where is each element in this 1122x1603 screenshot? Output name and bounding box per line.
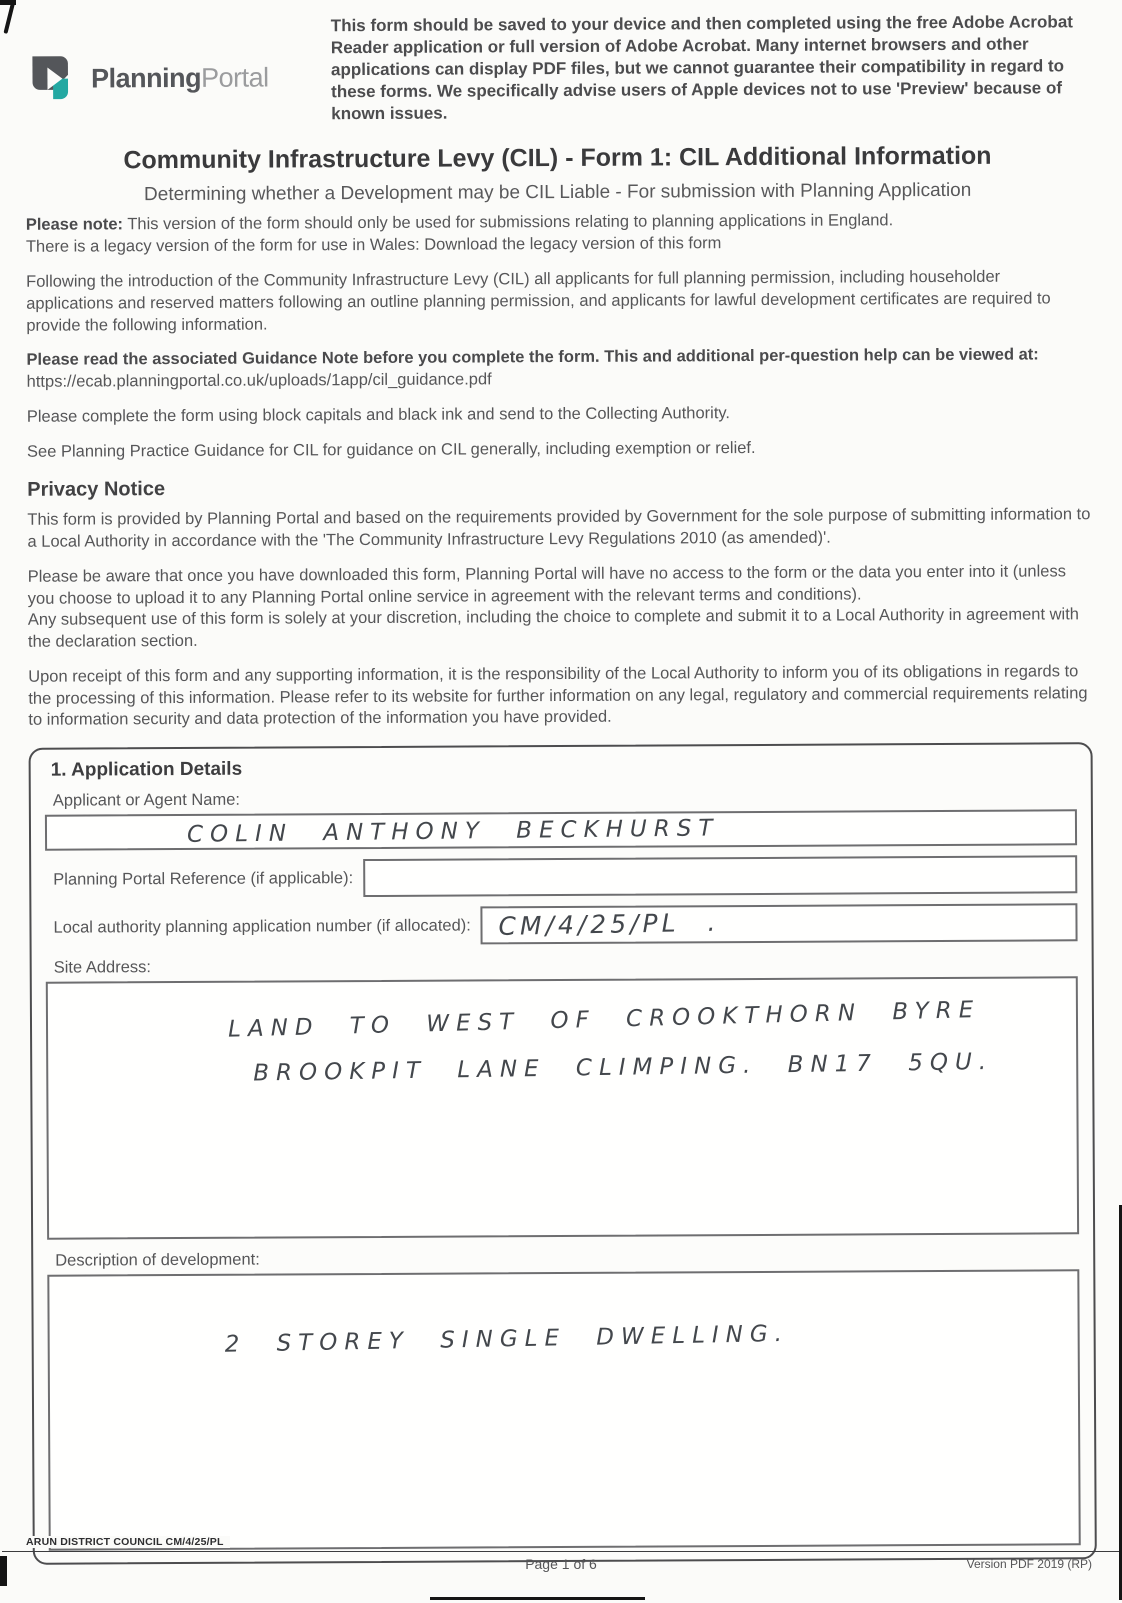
planning-portal-logo bbox=[25, 11, 325, 107]
lpa-number-handwritten-value: CM/4/25/PL . bbox=[498, 907, 721, 942]
ppg-pre-text: See bbox=[26, 442, 62, 461]
lpa-number-field[interactable] bbox=[481, 904, 1078, 945]
ppg-paragraph bbox=[27, 436, 1091, 463]
wales-text: There is a legacy version of the form for use in Wales: bbox=[25, 235, 425, 257]
wales-legacy-link[interactable]: Download the legacy version of this form bbox=[424, 234, 722, 254]
development-description-label: Description of development: bbox=[55, 1250, 260, 1270]
guidance-note-text: Please read the associated Guidance Note before you complete the form. This and additional per-question help can be viewed at: bbox=[26, 345, 1039, 370]
privacy-paragraph-3: Upon receipt of this form and any supporting information, it is the responsibility of the Local Authority to inform you of its obligations in regards to the processing of this information. Please refer to its website for further information on any legal, regulatory and commercial requirements relating to information security and data protection of the information you have provided. bbox=[28, 662, 1088, 730]
scan-artifact-bottom-left bbox=[0, 1556, 7, 1586]
privacy-notice-heading: Privacy Notice bbox=[27, 478, 166, 502]
ppg-guidance-link[interactable]: Planning Practice Guidance for CIL bbox=[60, 440, 319, 461]
applicant-name-field[interactable] bbox=[45, 810, 1077, 851]
page-number: Page 1 of 6 bbox=[525, 1556, 597, 1572]
privacy-paragraph-2 bbox=[28, 561, 1092, 654]
applicant-name-label: Applicant or Agent Name: bbox=[52, 790, 240, 810]
lpa-number-row bbox=[45, 904, 1077, 947]
page-footer bbox=[0, 1536, 1122, 1580]
footer-divider bbox=[2, 1551, 1120, 1552]
privacy-paragraph-1: This form is provided by Planning Portal and based on the requirements provided by Government for the sole purpose of submitting information to a Local Authority in accordance with the 'The Community Infrastructure Levy Regulations 2010 (as amended)'. bbox=[27, 505, 1091, 551]
brand-name-light: Portal bbox=[200, 62, 269, 93]
form-version: Version PDF 2019 (RP) bbox=[966, 1557, 1092, 1571]
portal-reference-field[interactable] bbox=[363, 856, 1077, 898]
footer-row bbox=[0, 1556, 1122, 1580]
portal-reference-label: Planning Portal Reference (if applicable): bbox=[53, 868, 354, 889]
planning-portal-logo-icon bbox=[25, 51, 81, 107]
following-introduction-paragraph: Following the introduction of the Community Infrastructure Levy (CIL) all applicants for full planning permission, including householder applications and reserved matters following an outline planning permission, and applicants for lawful development certificates are required to provide the following information. bbox=[26, 267, 1051, 335]
form-subtitle: Determining whether a Development may be CIL Liable - For submission with Planning Application bbox=[143, 180, 972, 206]
council-reference-stamp: ARUN DISTRICT COUNCIL CM/4/25/PL bbox=[26, 1536, 230, 1548]
guidance-url-link[interactable]: https://ecab.planningportal.co.uk/uploads/1app/cil_guidance.pdf bbox=[26, 370, 492, 391]
applicant-name-handwritten-value: COLIN ANTHONY BECKHURST bbox=[186, 815, 720, 849]
please-note-paragraph bbox=[26, 210, 1090, 259]
privacy-paragraph-2a: Please be aware that once you have downloaded this form, Planning Portal will have no access to the form or the data you enter into it (unless you choose to upload it to any Planning Portal online service in agreement with the relevant terms and conditions). bbox=[27, 562, 1066, 608]
site-address-handwritten-line2: BROOKPIT LANE CLIMPING. BN17 5QU. bbox=[253, 1049, 994, 1087]
brand-name bbox=[91, 62, 269, 94]
form-title: Community Infrastructure Levy (CIL) - Form 1: CIL Additional Information bbox=[123, 142, 992, 175]
site-address-label: Site Address: bbox=[53, 958, 151, 977]
please-note-label: Please note: bbox=[25, 215, 124, 235]
brand-name-bold: Planning bbox=[90, 62, 202, 93]
ppg-post-text: for guidance on CIL generally, including exemption or relief. bbox=[318, 438, 756, 459]
lpa-number-label: Local authority planning application number (if allocated): bbox=[53, 916, 471, 937]
page-header bbox=[25, 7, 1090, 127]
scan-artifact-top-edge bbox=[0, 0, 16, 5]
application-details-section bbox=[29, 742, 1097, 1565]
site-address-handwritten-line1: LAND TO WEST OF CROOKTHORN BYRE bbox=[227, 997, 981, 1043]
privacy-paragraph-2b: Any subsequent use of this form is solely at your discretion, including the choice to complete and submit it to a Local Authority in agreement with the declaration section. bbox=[27, 605, 1079, 651]
adobe-save-notice: This form should be saved to your device and then completed using the free Adobe Acrobat Reader application or full version of Adobe Acrobat. Many internet browsers and other applications can display PDF files, but we cannot guarantee their compatibility in regard to these forms. We specifically advise users of Apple devices not to use 'Preview' because of known issues. bbox=[330, 12, 1073, 124]
site-address-field[interactable] bbox=[46, 977, 1079, 1240]
block-capitals-paragraph: Please complete the form using block capitals and black ink and send to the Collecting Authority. bbox=[26, 403, 731, 426]
application-details-heading: 1. Application Details bbox=[50, 758, 243, 781]
portal-reference-row bbox=[45, 856, 1077, 899]
please-note-text: This version of the form should only be used for submissions relating to planning applications in England. bbox=[122, 211, 894, 234]
guidance-note-paragraph bbox=[26, 345, 1090, 394]
development-description-handwritten-value: 2 STOREY SINGLE DWELLING. bbox=[224, 1321, 790, 1358]
development-description-field[interactable] bbox=[47, 1270, 1080, 1551]
